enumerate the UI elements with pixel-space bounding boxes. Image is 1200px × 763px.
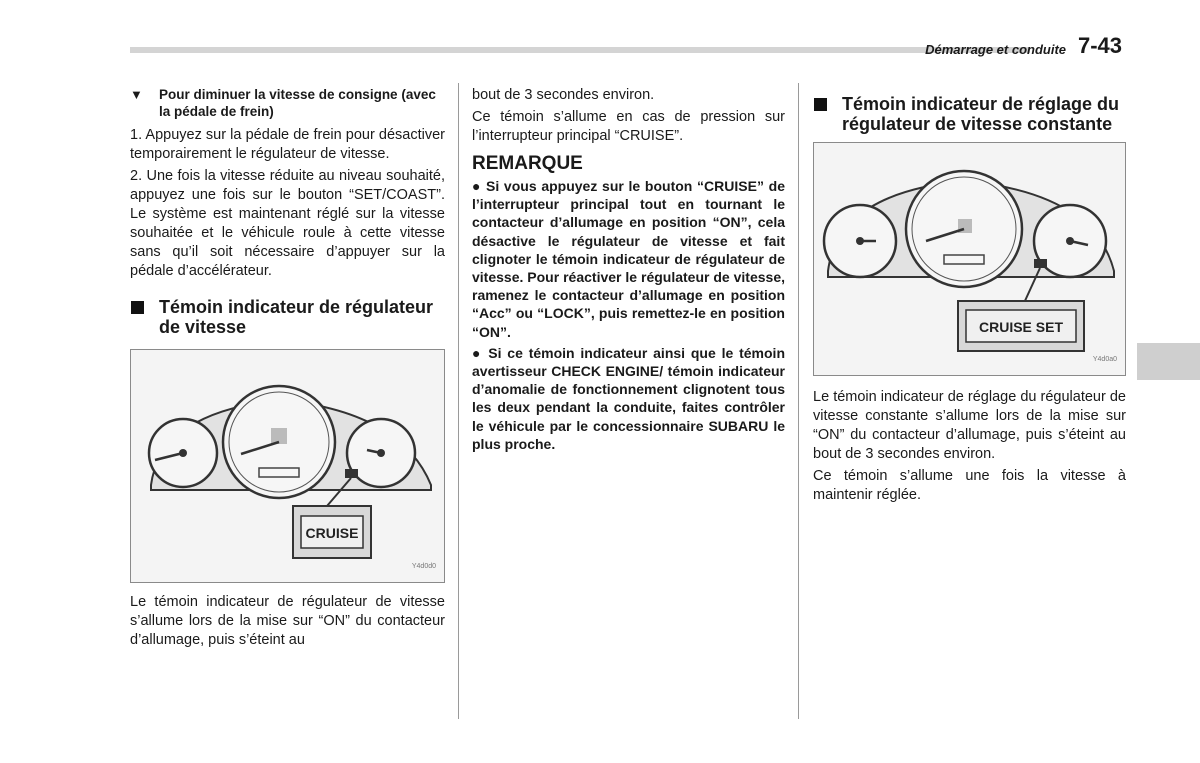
paragraph: Le témoin indicateur de réglage du régulateur de vitesse constante s’allume lors de la mise sur “ON” du contacteur d’allumage, puis s’éteint au bout de 3 secondes environ. bbox=[813, 389, 1126, 462]
square-bullet-icon bbox=[814, 98, 827, 111]
page-number: 7-43 bbox=[1078, 33, 1123, 58]
section-heading bbox=[813, 94, 1126, 134]
instrument-cluster-illustration bbox=[131, 350, 444, 582]
paragraph: bout de 3 secondes environ. bbox=[472, 87, 655, 103]
section-heading bbox=[130, 297, 445, 337]
section-heading-text: Témoin indicateur de régulateur de vitesse bbox=[159, 297, 434, 337]
cruise-set-indicator-figure bbox=[813, 142, 1126, 376]
cruise-indicator-figure bbox=[130, 349, 445, 583]
cruise-label: CRUISE bbox=[305, 525, 359, 541]
triangle-bullet-icon: ▼ bbox=[130, 87, 143, 102]
subheading-text: Pour diminuer la vitesse de consigne (avec la pédale de frein) bbox=[159, 87, 436, 119]
cruise-set-label: CRUISE SET bbox=[978, 319, 1064, 335]
section-heading-text: Témoin indicateur de réglage du régulateur de vitesse constante bbox=[842, 94, 1120, 134]
square-bullet-icon bbox=[131, 301, 144, 314]
chapter-tab bbox=[1137, 343, 1200, 380]
column-2 bbox=[472, 86, 785, 456]
step-2: 2. Une fois la vitesse réduite au niveau souhaité, appuyez une fois sur le bouton “SET/COAST”. Le système est maintenant réglé sur la vitesse souhaitée et le véhicule roule à cette vitesse sans qu’il soit nécessaire d’appuyer sur la pédale d’accélérateur. bbox=[130, 168, 445, 279]
remark-block bbox=[472, 177, 785, 453]
step-1: 1. Appuyez sur la pédale de frein pour désactiver temporairement le régulateur de vitesse. bbox=[130, 127, 445, 162]
figure-code: Y4d0d0 bbox=[411, 563, 436, 570]
column-divider bbox=[798, 83, 799, 719]
column-1 bbox=[130, 86, 445, 653]
header-title: Démarrage et conduite bbox=[925, 42, 1066, 57]
remark-item: ● Si ce témoin indicateur ainsi que le témoin avertisseur CHECK ENGINE/ témoin indicateur d’anomalie de fonctionnement clignotent tous les deux pendant la conduite, faites contrôler le véhicule par le concessionnaire SUBARU le plus proche. bbox=[472, 344, 785, 452]
remark-item: ● Si vous appuyez sur le bouton “CRUISE” de l’interrupteur principal tout en tournant le contacteur d’allumage en position “ON”, cela désactive le régulateur de vitesse et fait clignoter le témoin indicateur de régulateur de vitesse. Pour réactiver le régulateur de vitesse, ramenez le contacteur d’allumage en position “Acc” ou “LOCK”, puis remettez-le en position “ON”. bbox=[472, 178, 785, 340]
remark-title: REMARQUE bbox=[472, 153, 583, 174]
column-3 bbox=[813, 90, 1126, 508]
instrument-cluster-illustration bbox=[814, 143, 1125, 375]
subheading bbox=[130, 86, 445, 120]
column-divider bbox=[458, 83, 459, 719]
paragraph: Ce témoin s’allume une fois la vitesse à maintenir réglée. bbox=[813, 468, 1126, 503]
paragraph: Ce témoin s’allume en cas de pression sur l’interrupteur principal “CRUISE”. bbox=[472, 109, 785, 144]
figure-code: Y4d0a0 bbox=[1092, 356, 1117, 363]
caption: Le témoin indicateur de régulateur de vitesse s’allume lors de la mise sur “ON” du contacteur d’allumage, puis s’éteint au bbox=[130, 594, 445, 648]
